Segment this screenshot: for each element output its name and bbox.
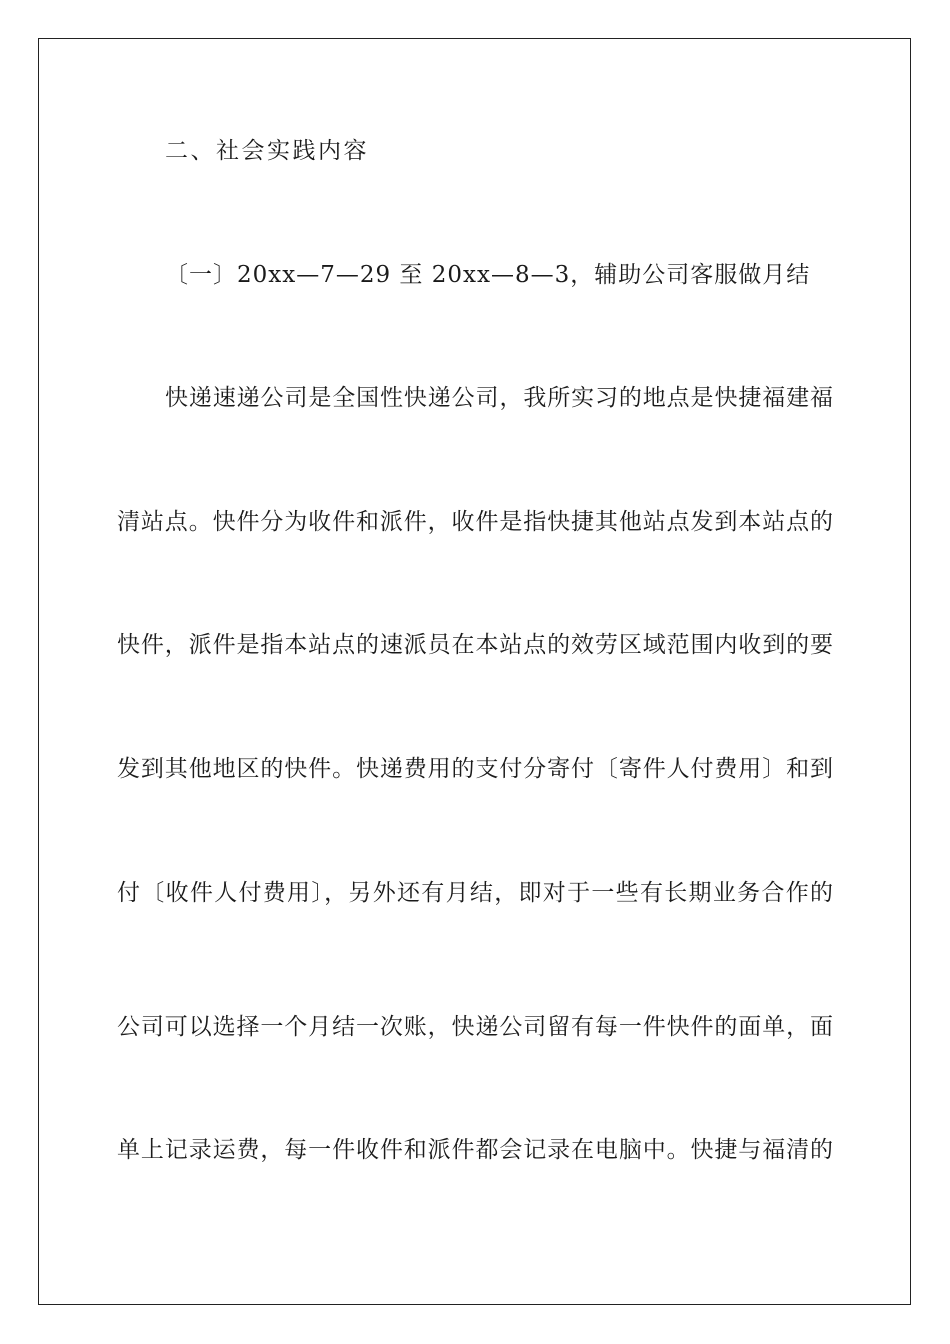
- paragraph-line-3: 快件，派件是指本站点的速派员在本站点的效劳区域范围内收到的要: [117, 632, 833, 658]
- paragraph-line-6: 公司可以选择一个月结一次账，快递公司留有每一件快件的面单，面: [117, 1014, 833, 1040]
- subsection-heading: 〔一〕20xx—7—29 至 20xx—8—3，辅助公司客服做月结: [165, 262, 811, 288]
- paragraph-line-7: 单上记录运费，每一件收件和派件都会记录在电脑中。快捷与福清的: [117, 1137, 833, 1163]
- paragraph-line-4: 发到其他地区的快件。快递费用的支付分寄付〔寄件人付费用〕和到: [117, 756, 833, 782]
- paragraph-line-2: 清站点。快件分为收件和派件，收件是指快捷其他站点发到本站点的: [117, 509, 833, 535]
- section-heading: 二、社会实践内容: [165, 138, 369, 164]
- paragraph-line-1: 快递速递公司是全国性快递公司，我所实习的地点是快捷福建福: [165, 385, 833, 411]
- page-border: [38, 38, 911, 1305]
- paragraph-line-5: 付〔收件人付费用〕，另外还有月结，即对于一些有长期业务合作的: [117, 880, 833, 906]
